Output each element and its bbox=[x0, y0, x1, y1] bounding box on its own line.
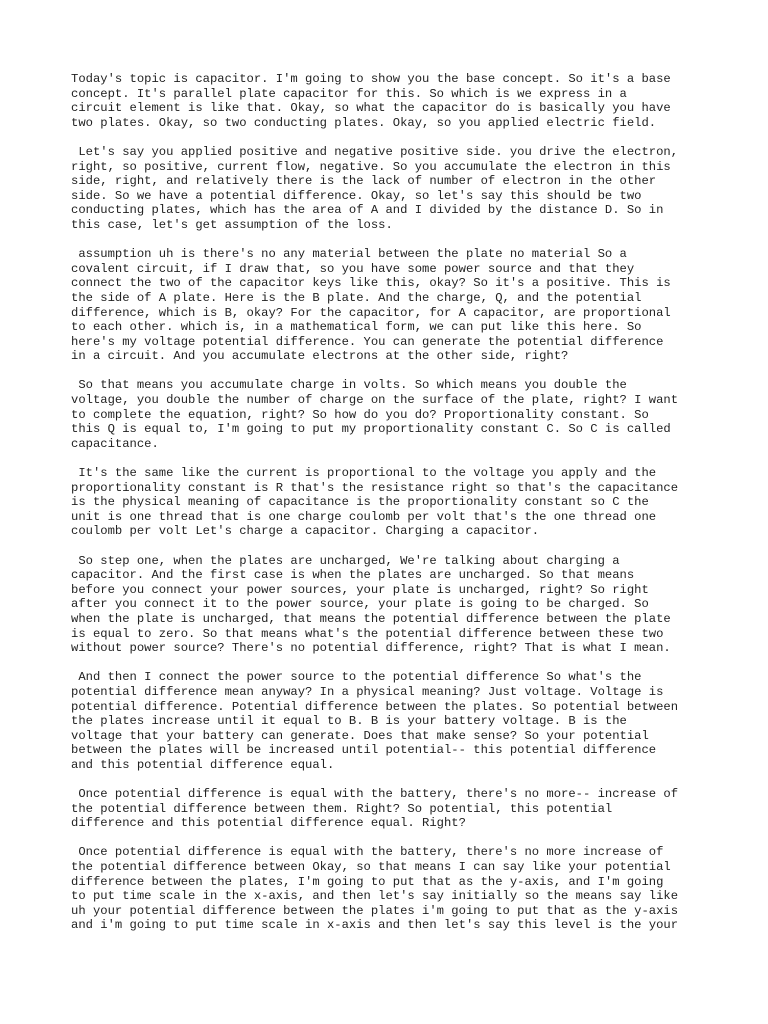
paragraph-assumption: assumption uh is there's no any material between the plate no material So a covalent circuit, if I draw that, so you have some power source and that they connect the two of the capacitor keys like this, okay? So it's a positive. This is the side of A plate. Here is the B plate. And the charge, Q, and the potential difference, which is B, okay? For the capacitor, for A capacitor, are proportional to each other. which is, in a mathematical form, we can put like this here. So here's my voltage potential difference. You can generate the potential difference in a circuit. And you accumulate electrons at the other side, right? bbox=[71, 247, 671, 364]
paragraph-equal-battery: Once potential difference is equal with the battery, there's no more-- increase of the potential difference between them. Right? So potential, this potential difference and this potential difference equal. Right? bbox=[71, 787, 679, 831]
paragraph-graph: Once potential difference is equal with the battery, there's no more increase of the potential difference between Okay, so that means I can say like your potential difference between the plates, I'm going to put that as the y-axis, and I'm going to put time scale in the x-axis, and then let's say initially so the means say like uh your potential difference between the plates i'm going to put that as the y-axis and i'm going to put time scale in x-axis and then let's say this level is the your bbox=[71, 845, 679, 933]
paragraph-capacitance: So that means you accumulate charge in volts. So which means you double the voltage, you double the number of charge on the surface of the plate, right? I want to complete the equation, right? So how do you do? Proportionality constant. So this Q is equal to, I'm going to put my proportionality constant C. So C is called capacitance. bbox=[71, 378, 679, 451]
paragraph-applied-field: Let's say you applied positive and negative positive side. you drive the electron, right, so positive, current flow, negative. So you accumulate the electron in this side, right, and relatively there is the lack of number of electron in the other side. So we have a potential difference. Okay, so let's say this should be two conducting plates, which has the area of A and I divided by the distance D. So in this case, let's get assumption of the loss. bbox=[71, 144, 679, 232]
document-page bbox=[71, 72, 711, 948]
paragraph-power-source: And then I connect the power source to the potential difference So what's the potential difference mean anyway? In a physical meaning? Just voltage. Voltage is potential difference. Potential difference between the plates. So potential between the plates increase until it equal to B. B is your battery voltage. B is the voltage that your battery can generate. Does that make sense? So your potential between the plates will be increased until potential-- this potential difference and this potential difference equal. bbox=[71, 670, 679, 772]
paragraph-proportionality: It's the same like the current is proportional to the voltage you apply and the proportionality constant is R that's the resistance right so that's the capacitance is the physical meaning of capacitance is the proportionality constant so C the unit is one thread that is one charge coulomb per volt that's the one thread one coulomb per volt Let's charge a capacitor. Charging a capacitor. bbox=[71, 466, 679, 539]
paragraph-intro: Today's topic is capacitor. I'm going to show you the base concept. So it's a base concept. It's parallel plate capacitor for this. So which is we express in a circuit element is like that. Okay, so what the capacitor do is basically you have two plates. Okay, so two conducting plates. Okay, so you applied electric field. bbox=[71, 72, 671, 130]
paragraph-step-one: So step one, when the plates are uncharged, We're talking about charging a capacitor. And the first case is when the plates are uncharged. So that means before you connect your power sources, your plate is uncharged, right? So right after you connect it to the power source, your plate is going to be charged. So when the plate is uncharged, that means the potential difference between the plate is equal to zero. So that means what's the potential difference between these two without power source? There's no potential difference, right? That is what I mean. bbox=[71, 553, 671, 656]
